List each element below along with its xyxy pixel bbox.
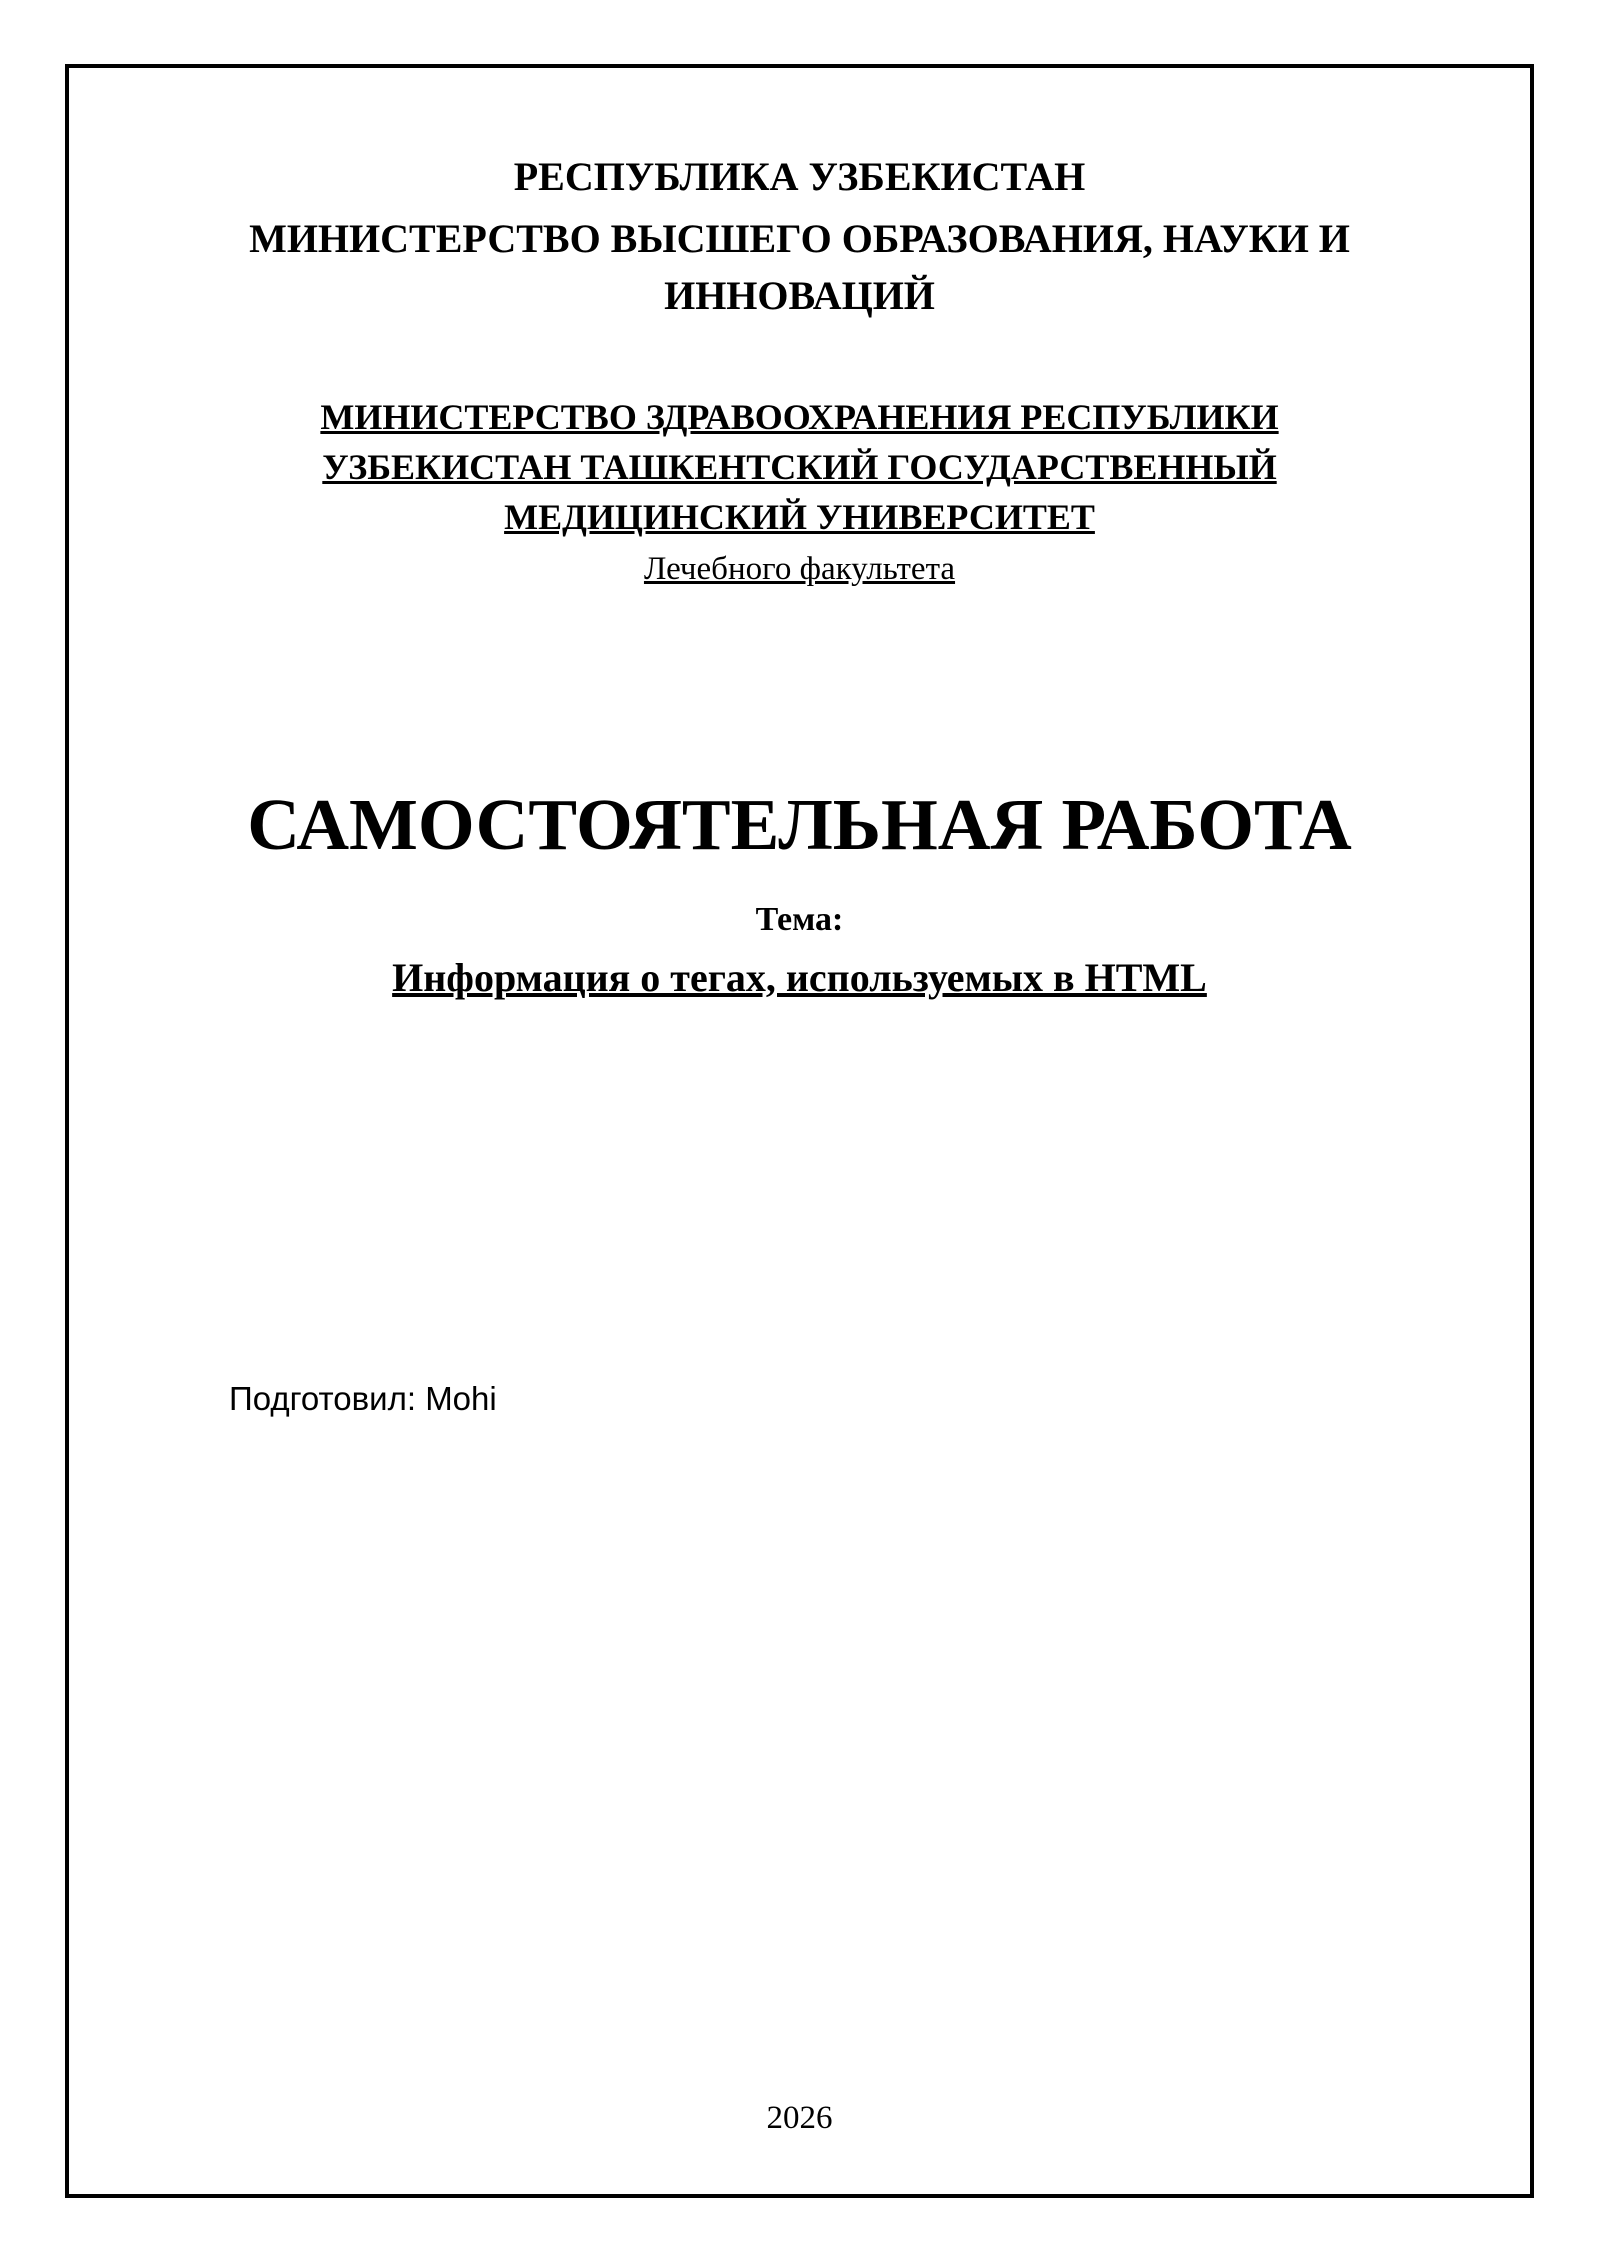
prepared-by: Подготовил: Mohi (229, 1380, 497, 1417)
ministry-education-line-2: ИННОВАЦИЙ (664, 273, 935, 318)
year: 2026 (766, 2100, 833, 2136)
theme-label: Тема: (755, 901, 844, 938)
ministry-education-line-1: МИНИСТЕРСТВО ВЫСШЕГО ОБРАЗОВАНИЯ, НАУКИ И (249, 216, 1350, 261)
ministry-health-line: МИНИСТЕРСТВО ЗДРАВООХРАНЕНИЯ РЕСПУБЛИКИ (320, 397, 1279, 437)
ministry-health-line: УЗБЕКИСТАН ТАШКЕНТСКИЙ ГОСУДАРСТВЕННЫЙ (322, 447, 1277, 487)
page-border (65, 64, 1534, 2198)
ministry-health-line: МЕДИЦИНСКИЙ УНИВЕРСИТЕТ (504, 497, 1095, 537)
ministry-health-block (65, 392, 1534, 542)
theme-text: Информация о тегах, используемых в HTML (392, 955, 1207, 1000)
faculty-name: Лечебного факультета (643, 551, 956, 587)
country-heading: РЕСПУБЛИКА УЗБЕКИСТАН (513, 154, 1086, 199)
document-title: САМОСТОЯТЕЛЬНАЯ РАБОТА (247, 784, 1352, 865)
